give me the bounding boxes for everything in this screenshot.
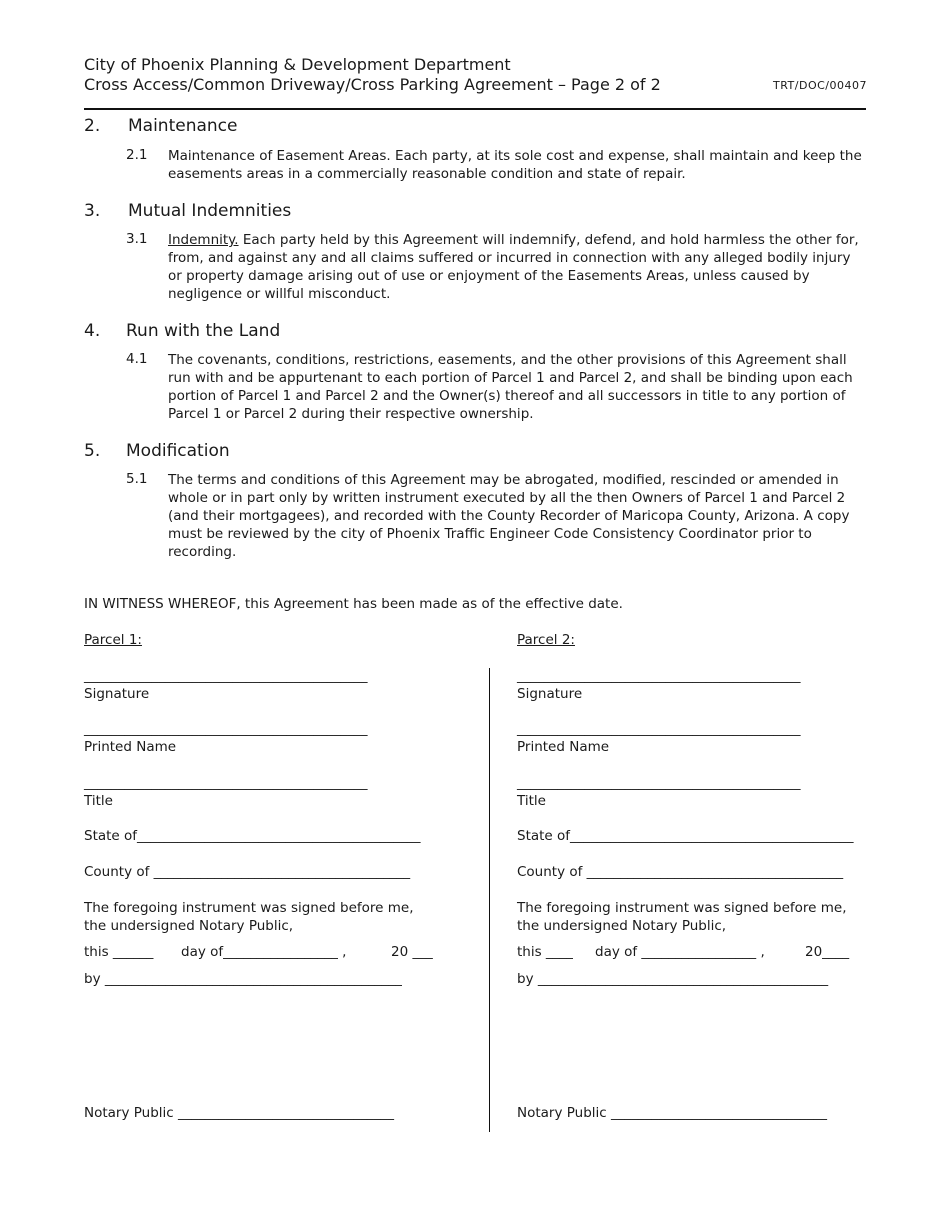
parcel-2-foregoing-line2: the undersigned Notary Public,	[517, 918, 727, 934]
indemnity-body: Each party held by this Agreement will indemnify, defend, and hold harmless the other for, from, and against any and all claims suffered or incurred in connection with any alleged bodily injury or property damage arising out of use or enjoyment of the Easements Areas, unless caused by negligence or willful misconduct.	[168, 232, 859, 302]
parcel-2-foregoing-line1: The foregoing instrument was signed before me,	[517, 900, 847, 916]
parcel-1-title-line[interactable]: __________________________________________	[84, 775, 368, 791]
clause-4-1-number: 4.1	[126, 351, 148, 367]
parcel-2-title-label: Title	[517, 793, 546, 809]
section-4-title: Run with the Land	[126, 321, 281, 341]
clause-2-1-number: 2.1	[126, 147, 148, 163]
header-department: City of Phoenix Planning & Development Department	[84, 55, 511, 74]
clause-2-1-text: Maintenance of Easement Areas. Each party, at its sole cost and expense, shall maintain and keep the easements areas in a commercially reasonable condition and state of repair.	[168, 148, 862, 182]
parcel-2-state-field[interactable]: State of__________________________________________	[517, 828, 854, 844]
parcel-2-signature-label: Signature	[517, 686, 583, 702]
section-3-title: Mutual Indemnities	[128, 201, 292, 221]
witness-statement: IN WITNESS WHEREOF, this Agreement has been made as of the effective date.	[84, 596, 623, 612]
parcel-1-foregoing-line2: the undersigned Notary Public,	[84, 918, 294, 934]
column-divider	[489, 668, 490, 1132]
parcel-1-foregoing-line1: The foregoing instrument was signed before me,	[84, 900, 414, 916]
section-5-title: Modification	[126, 441, 230, 461]
parcel-1-day-field[interactable]: this ______	[84, 944, 154, 960]
parcel-1-month-field[interactable]: day of_________________ ,	[181, 944, 347, 960]
parcel-2-by-field[interactable]: by ___________________________________________	[517, 971, 829, 987]
parcel-1-printed-name-line[interactable]: __________________________________________	[84, 721, 368, 737]
parcel-2-printed-name-label: Printed Name	[517, 739, 610, 755]
parcel-2-month-field[interactable]: day of _________________ ,	[595, 944, 765, 960]
header-rule	[84, 108, 866, 110]
clause-5-1-text: The terms and conditions of this Agreement may be abrogated, modified, rescinded or amended in whole or in part only by written instrument executed by all the then Owners of Parcel 1 and Parcel 2 (and their mortgagees), and recorded with the County Recorder of Maricopa County, Arizona. A copy must be reviewed by the city of Phoenix Traffic Engineer Code Consistency Coordinator prior to recording.	[168, 472, 850, 560]
parcel-1-signature-label: Signature	[84, 686, 150, 702]
parcel-2-year-field[interactable]: 20____	[805, 944, 850, 960]
clause-3-1-text	[168, 231, 868, 303]
parcel-1-notary-field[interactable]: Notary Public ________________________________	[84, 1105, 394, 1121]
parcel-2-county-field[interactable]: County of ______________________________________	[517, 864, 844, 880]
parcel-1-heading: Parcel 1:	[84, 632, 142, 648]
parcel-1-title-label: Title	[84, 793, 113, 809]
parcel-1-year-field[interactable]: 20 ___	[391, 944, 433, 960]
section-2-title: Maintenance	[128, 116, 238, 136]
section-2-number: 2.	[84, 116, 101, 136]
parcel-2-day-field[interactable]: this ____	[517, 944, 573, 960]
parcel-1-by-field[interactable]: by ____________________________________________	[84, 971, 402, 987]
parcel-1-county-field[interactable]: County of ______________________________________	[84, 864, 411, 880]
header-document-title: Cross Access/Common Driveway/Cross Parking Agreement – Page 2 of 2	[84, 75, 661, 94]
parcel-1-signature-line[interactable]: __________________________________________	[84, 668, 368, 684]
clause-5-1-number: 5.1	[126, 471, 148, 487]
section-4-number: 4.	[84, 321, 101, 341]
parcel-2-signature-line[interactable]: __________________________________________	[517, 668, 801, 684]
section-5-number: 5.	[84, 441, 101, 461]
parcel-2-title-line[interactable]: __________________________________________	[517, 775, 801, 791]
parcel-2-printed-name-line[interactable]: __________________________________________	[517, 721, 801, 737]
parcel-2-heading: Parcel 2:	[517, 632, 575, 648]
parcel-2-notary-field[interactable]: Notary Public ________________________________	[517, 1105, 827, 1121]
clause-4-1-text: The covenants, conditions, restrictions, easements, and the other provisions of this Agreement shall run with and be appurtenant to each portion of Parcel 1 and Parcel 2, and shall be binding upon each portion of Parcel 1 and Parcel 2 and the Owner(s) thereof and all successors in title to any portion of Parcel 1 or Parcel 2 during their respective ownership.	[168, 352, 853, 422]
indemnity-lead: Indemnity.	[168, 232, 239, 248]
parcel-1-printed-name-label: Printed Name	[84, 739, 177, 755]
clause-3-1-number: 3.1	[126, 231, 148, 247]
section-3-number: 3.	[84, 201, 101, 221]
document-id: TRT/DOC/00407	[773, 79, 867, 92]
parcel-1-state-field[interactable]: State of__________________________________________	[84, 828, 421, 844]
